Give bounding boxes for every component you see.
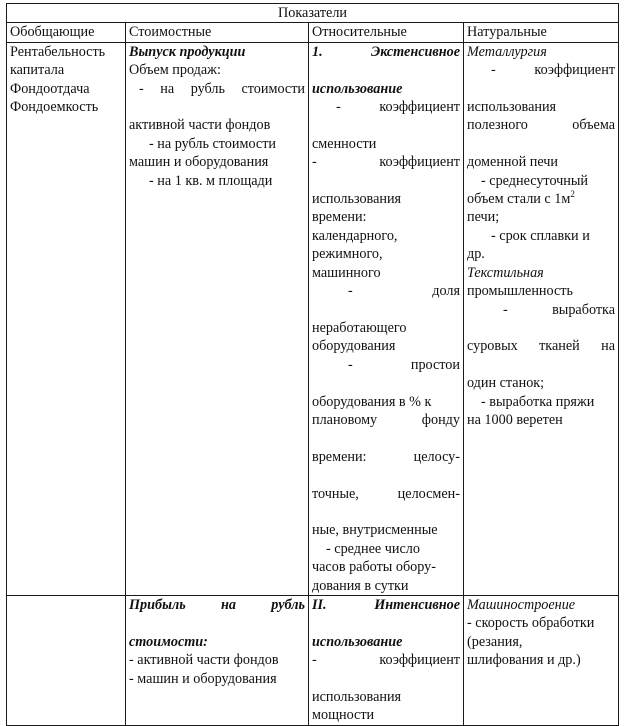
cost-heading: Выпуск продукции (129, 43, 246, 60)
column-header-relative: Относительные (309, 23, 464, 42)
natural-heading: Текстильная (467, 264, 544, 281)
natural-line: - скорость обработки (467, 615, 595, 632)
column-header-cost: Стоимостные (126, 23, 309, 42)
cost-line: - на рубль стоимости (139, 80, 305, 97)
natural-line: полезного объема (467, 117, 616, 134)
relative-line: - среднее число (326, 540, 420, 557)
cost-line: - машин и оборудования (129, 670, 277, 687)
cell-relative (309, 596, 464, 726)
natural-line: один станок; (467, 375, 545, 392)
natural-line: - коэффициент (491, 62, 616, 79)
relative-line: дования в сутки (312, 577, 409, 594)
relative-line: мощности (312, 707, 375, 724)
general-line: капитала (10, 62, 65, 79)
relative-line: сменности (312, 135, 377, 152)
relative-line: ные, внутрисменные (312, 522, 438, 539)
natural-heading: Машиностроение (467, 597, 576, 613)
cost-heading: стоимости: (129, 633, 208, 650)
natural-line: - срок сплавки и (491, 227, 590, 244)
relative-line: использования (312, 689, 402, 706)
natural-line: - среднесуточный (481, 172, 589, 189)
column-header-natural: Натуральные (464, 23, 619, 42)
cell-general-empty (7, 596, 126, 726)
cell-cost (126, 42, 309, 595)
relative-line: точные, целосмен- (312, 485, 460, 502)
cost-line: - на рубль стоимости (149, 135, 276, 152)
relative-line: плановому фонду (312, 411, 460, 428)
relative-line: машинного (312, 264, 381, 281)
cell-general (7, 42, 126, 595)
relative-line: оборудования в % к (312, 393, 432, 410)
relative-heading: использование (312, 633, 403, 650)
cost-line: активной части фондов (129, 117, 271, 134)
general-line: Фондоемкость (10, 99, 99, 116)
cost-line: Объем продаж: (129, 62, 221, 79)
relative-line: времени: целосу- (312, 448, 460, 465)
relative-line: - коэффициент (312, 154, 460, 171)
relative-line: неработающего (312, 319, 407, 336)
relative-heading: 1. Экстенсивное (312, 43, 460, 60)
relative-line: - коэффициент (336, 99, 460, 116)
natural-line: промышленность (467, 283, 573, 300)
natural-line (467, 190, 615, 208)
relative-line: - доля (348, 283, 460, 300)
natural-line: использования (467, 99, 557, 116)
relative-line: времени: (312, 209, 367, 226)
cell-cost (126, 596, 309, 726)
general-line: Фондоотдача (10, 80, 90, 97)
cost-line: - активной части фондов (129, 652, 279, 669)
indicators-table (6, 3, 619, 726)
natural-line: доменной печи (467, 154, 558, 171)
cost-line: - на 1 кв. м площади (149, 172, 273, 189)
relative-line: использования (312, 191, 402, 208)
table-row (7, 596, 619, 726)
relative-heading: II. Интенсивное (312, 597, 460, 613)
title-row (7, 4, 619, 23)
cost-line: машин и оборудования (129, 154, 269, 171)
natural-line: - выработка (503, 301, 616, 318)
superscript-square: 2 (570, 189, 575, 200)
cell-natural (464, 596, 619, 726)
relative-line: - простои (348, 356, 460, 373)
relative-line: календарного, (312, 227, 398, 244)
column-header-row (7, 23, 619, 42)
cell-natural (464, 42, 619, 595)
natural-line: шлифования и др.) (467, 652, 581, 669)
table-title: Показатели (7, 4, 619, 23)
general-line: Рентабельность (10, 43, 106, 60)
column-header-general: Обобщающие (7, 23, 126, 42)
relative-line: часов работы обору- (312, 559, 436, 576)
cell-relative (309, 42, 464, 595)
cost-heading: Прибыль на рубль (129, 597, 305, 613)
relative-line: - коэффициент (312, 652, 460, 669)
natural-line: печи; (467, 209, 500, 226)
relative-heading: использование (312, 80, 403, 97)
natural-line: (резания, (467, 633, 523, 650)
natural-line: суровых тканей на (467, 338, 616, 355)
table-row (7, 42, 619, 595)
natural-line: на 1000 веретен (467, 411, 563, 428)
natural-heading: Металлургия (467, 43, 547, 60)
natural-line: др. (467, 246, 485, 263)
natural-line-text: объем стали с 1м (467, 191, 571, 208)
relative-line: оборудования (312, 338, 396, 355)
natural-line: - выработка пряжи (481, 393, 595, 410)
relative-line: режимного, (312, 246, 383, 263)
